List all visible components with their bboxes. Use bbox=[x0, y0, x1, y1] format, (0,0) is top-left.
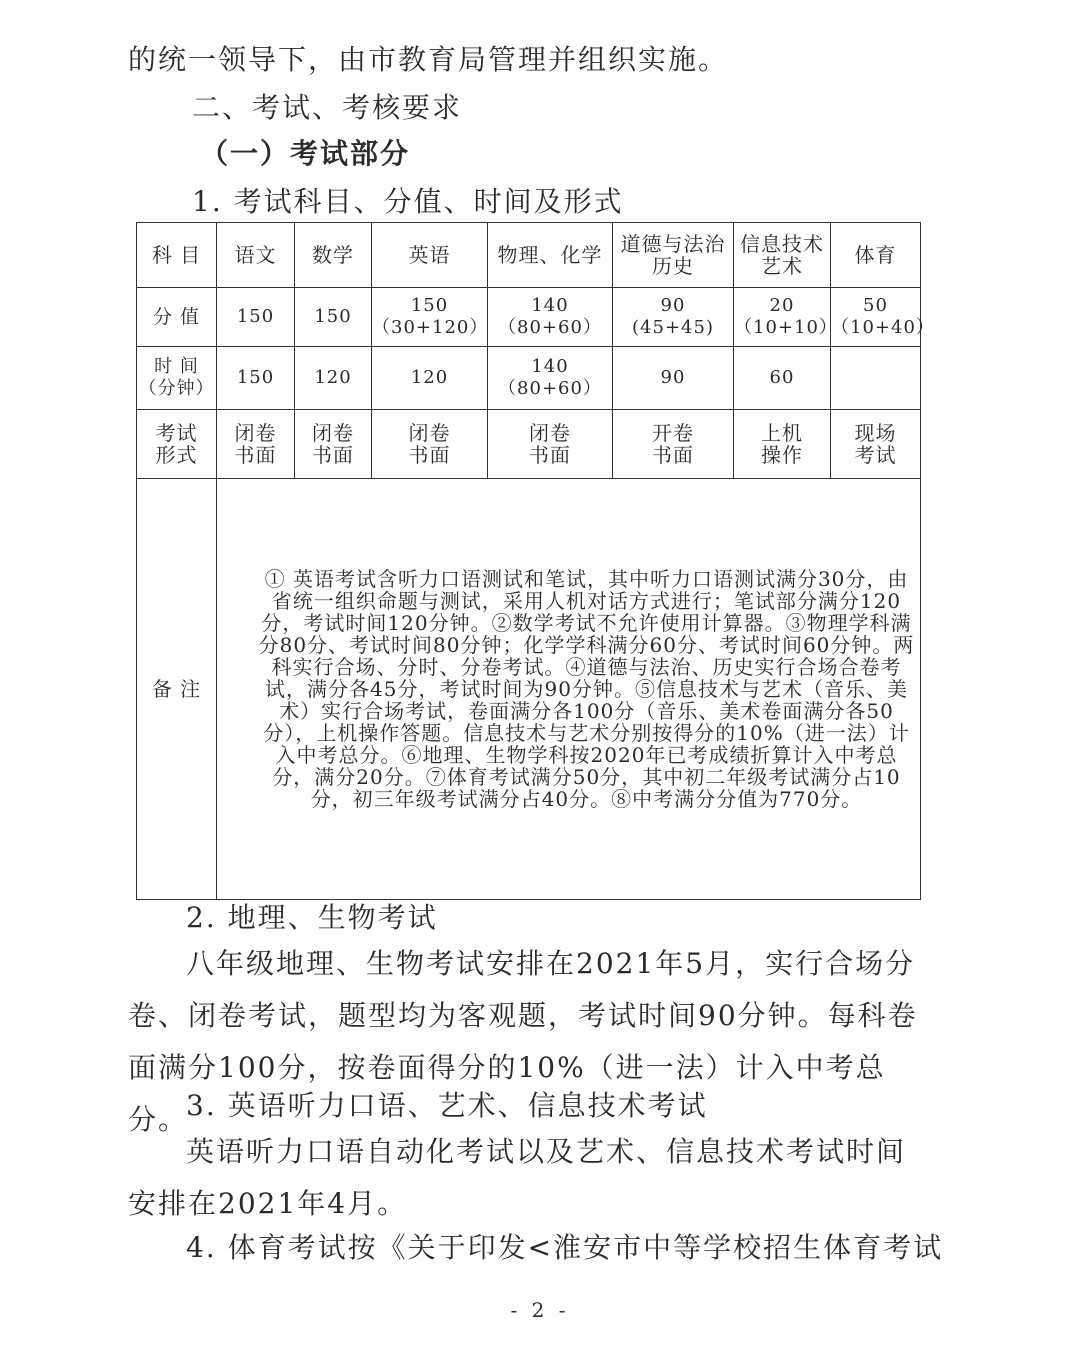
score-cell: 50 （10+40） bbox=[831, 288, 921, 347]
score-row bbox=[137, 288, 921, 347]
form-row bbox=[137, 410, 921, 479]
subsection-heading: （一）考试部分 bbox=[200, 137, 411, 170]
note-row bbox=[137, 479, 921, 900]
item1-heading: 1. 考试科目、分值、时间及形式 bbox=[192, 185, 624, 218]
form-cell: 闭卷 书面 bbox=[372, 410, 488, 479]
item2-body: 八年级地理、生物考试安排在2021年5月，实行合场分卷、闭卷考试，题型均为客观题，考试时间90分钟。每科卷面满分100分，按卷面得分的10%（进一法）计入中考总分。 bbox=[128, 947, 918, 1136]
score-cell: 150 bbox=[217, 288, 295, 347]
time-cell: 120 bbox=[372, 347, 488, 410]
item2-heading: 2. 地理、生物考试 bbox=[186, 901, 438, 934]
item4-heading: 4. 体育考试按《关于印发<淮安市中等学校招生体育考试 bbox=[186, 1231, 944, 1264]
score-cell: 150 bbox=[295, 288, 372, 347]
header-row bbox=[137, 223, 921, 288]
time-cell: 150 bbox=[217, 347, 295, 410]
form-cell: 闭卷 书面 bbox=[488, 410, 613, 479]
score-cell: 140 （80+60） bbox=[488, 288, 613, 347]
exam-table bbox=[136, 222, 935, 900]
header-pe: 体育 bbox=[831, 223, 921, 288]
form-label: 考试 形式 bbox=[137, 410, 217, 479]
header-subject: 科 目 bbox=[137, 223, 217, 288]
form-cell: 现场 考试 bbox=[831, 410, 921, 479]
section-heading: 二、考试、考核要求 bbox=[192, 91, 463, 124]
time-row bbox=[137, 347, 921, 410]
header-chinese: 语文 bbox=[217, 223, 295, 288]
header-english: 英语 bbox=[372, 223, 488, 288]
header-physics-chemistry: 物理、化学 bbox=[488, 223, 613, 288]
time-cell: 60 bbox=[734, 347, 831, 410]
form-cell: 上机 操作 bbox=[734, 410, 831, 479]
form-cell: 闭卷 书面 bbox=[295, 410, 372, 479]
time-cell: 90 bbox=[613, 347, 734, 410]
score-cell: 90 (45+45) bbox=[613, 288, 734, 347]
page-number: - 2 - bbox=[510, 1298, 570, 1322]
item3-heading: 3. 英语听力口语、艺术、信息技术考试 bbox=[186, 1089, 708, 1122]
time-cell bbox=[831, 347, 921, 410]
score-cell: 20 （10+10） bbox=[734, 288, 831, 347]
note-text: ① 英语考试含听力口语测试和笔试，其中听力口语测试满分30分，由省统一组织命题与测试，采用人机对话方式进行；笔试部分满分120分，考试时间120分钟。②数学考试不允许使用计算器。③物理学科满分80分、考试时间80分钟；化学学科满分60分、考试时间60分钟。两科实行合场、分时、分卷考试。④道德与法治、历史实行合场合卷考试，满分各45分，考试时间为90分钟。⑤信息技术与艺术（音乐、美术）实行合场考试，卷面满分各100分（音乐、美术卷面满分各50分），上机操作答题。信息技术与艺术分别按得分的10%（进一法）计入中考总分。⑥地理、生物学科按2020年已考成绩折算计入中考总分，满分20分。⑦体育考试满分50分，其中初二年级考试满分占10分，初三年级考试满分占40分。⑧中考满分分值为770分。 bbox=[217, 479, 921, 900]
score-label: 分 值 bbox=[137, 288, 217, 347]
continued-line: 的统一领导下，由市教育局管理并组织实施。 bbox=[128, 43, 729, 76]
header-it-art: 信息技术 艺术 bbox=[734, 223, 831, 288]
score-cell: 150 （30+120） bbox=[372, 288, 488, 347]
time-cell: 140 （80+60） bbox=[488, 347, 613, 410]
time-label: 时 间 （分钟） bbox=[137, 347, 217, 410]
form-cell: 开卷 书面 bbox=[613, 410, 734, 479]
header-math: 数学 bbox=[295, 223, 372, 288]
form-cell: 闭卷 书面 bbox=[217, 410, 295, 479]
header-morality-history: 道德与法治 历史 bbox=[613, 223, 734, 288]
time-cell: 120 bbox=[295, 347, 372, 410]
item3-body: 英语听力口语自动化考试以及艺术、信息技术考试时间安排在2021年4月。 bbox=[128, 1135, 907, 1220]
note-label: 备 注 bbox=[137, 479, 217, 900]
